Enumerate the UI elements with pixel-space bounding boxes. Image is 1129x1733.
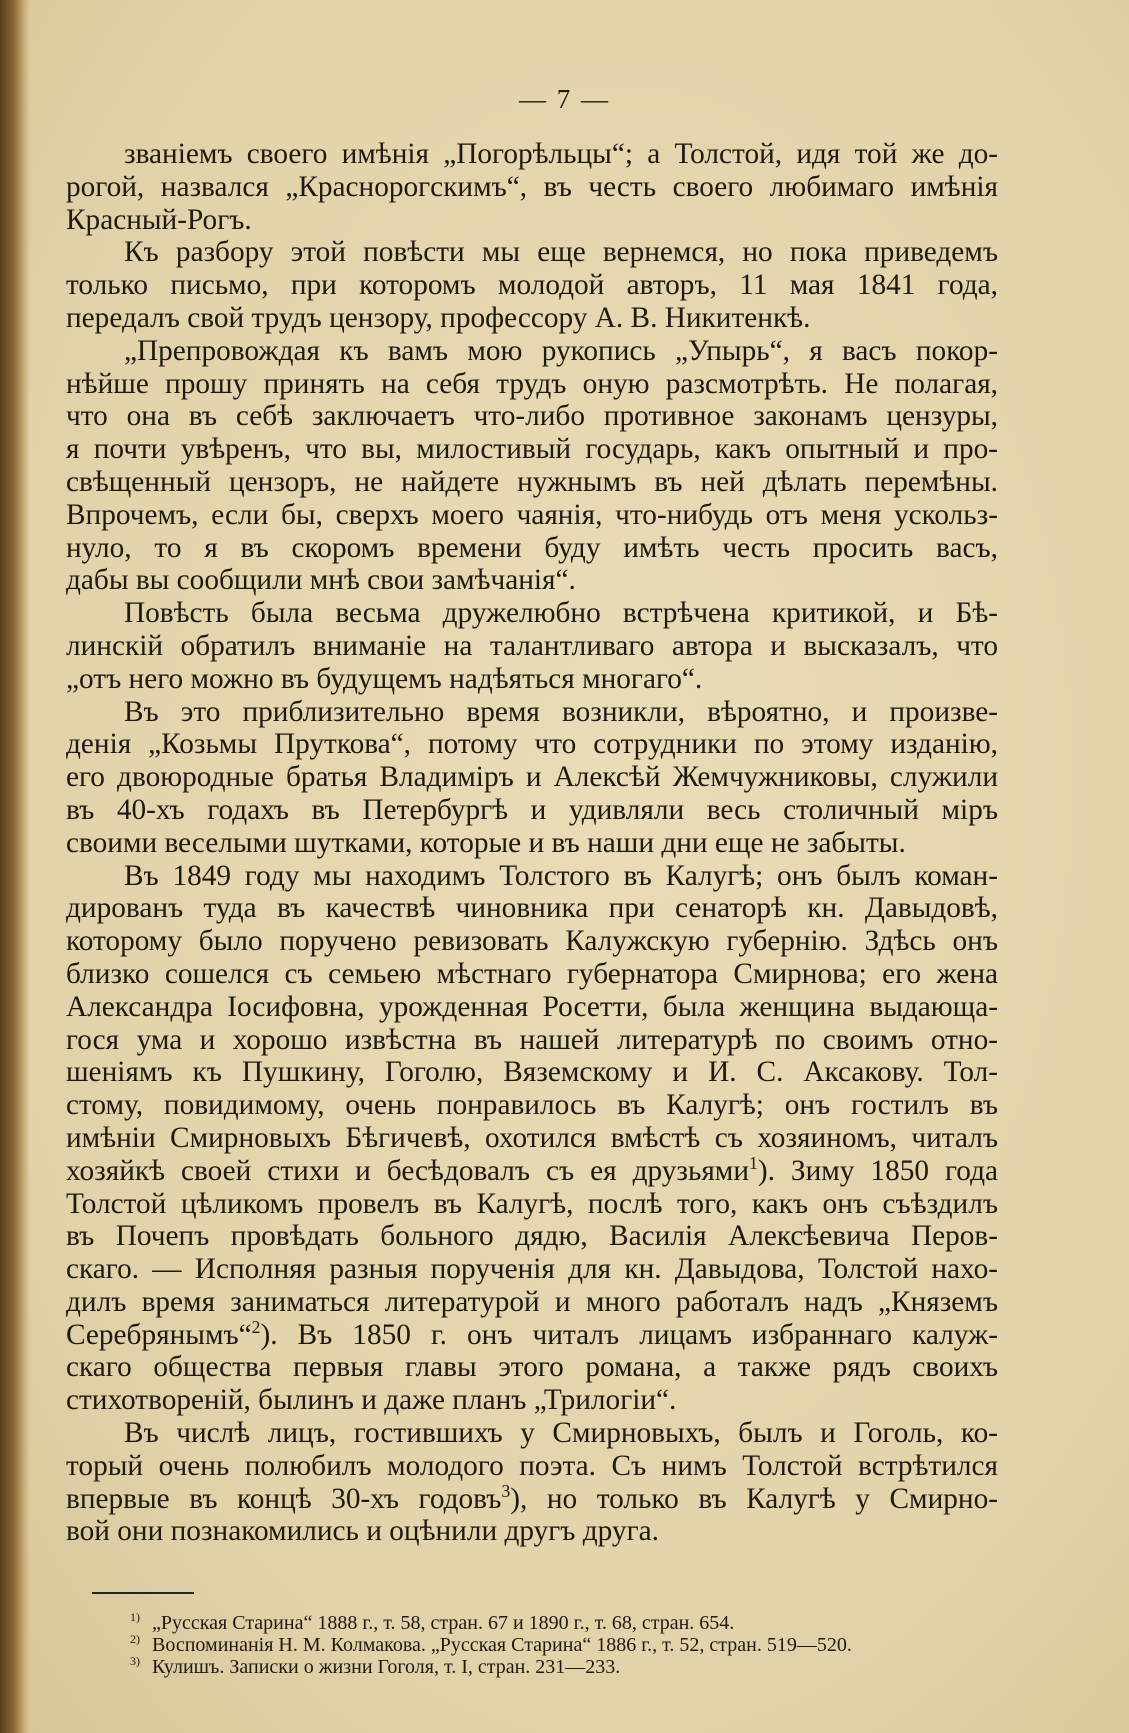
text-line: хозяйкѣ своей стихи и бесѣдовалъ съ ея друзьями$^1$). Зиму 1850 года: [66, 1152, 998, 1187]
text-line: я почти увѣренъ, что вы, милостивый государь, какъ опытный и про-: [66, 433, 998, 466]
text-line: Впрочемъ, если бы, сверхъ моего чаянія, что-нибудь отъ меня ускольз-: [66, 498, 998, 531]
body-text: [66, 138, 998, 1548]
footnote: $^{1)}$ „Русская Старина“ 1888 г., т. 58, стран. 67 и 1890 г., т. 68, стран. 654.: [130, 1610, 735, 1634]
paragraph: [66, 335, 998, 597]
paragraph: [66, 1417, 998, 1548]
footnote-divider: [92, 1592, 194, 1594]
text-line: Серебрянымъ“$^2$). Въ 1850 г. онъ читалъ лицамъ избраннаго калуж-: [66, 1316, 998, 1351]
text-line: Красный-Рогъ.: [66, 203, 252, 236]
text-line: что она въ себѣ заключаетъ что-либо противное законамъ цензуры,: [66, 400, 998, 433]
text-line: рогой, назвался „Краснорогскимъ“, въ честь своего любимаго имѣнія: [66, 170, 998, 203]
paragraph: [66, 138, 998, 236]
footnotes: [130, 1612, 1010, 1678]
text-line: торый очень полюбилъ молодого поэта. Съ нимъ Толстой встрѣтился: [66, 1449, 998, 1482]
text-line: своими веселыми шутками, которые и въ наши дни еще не забыты.: [66, 826, 906, 859]
text-line: Александра Іосифовна, урожденная Росетти, была женщина выдающа-: [66, 990, 998, 1023]
text-line: Къ разбору этой повѣсти мы еще вернемся, но пока приведемъ: [124, 236, 998, 269]
paragraph: [66, 696, 998, 860]
text-line: впервые въ концѣ 30-хъ годовъ$^3$), но только въ Калугѣ у Смирно-: [66, 1480, 998, 1515]
footnote-reference: 2: [251, 1316, 261, 1337]
page-number: — 7 —: [519, 84, 610, 114]
text-line: дабы вы сообщили мнѣ свои замѣчанія“.: [66, 564, 576, 597]
text-line: званіемъ своего имѣнія „Погорѣльцы“; а Толстой, идя той же до-: [124, 138, 998, 170]
text-line: Въ это приблизительно время возникли, вѣроятно, и произве-: [124, 695, 998, 728]
text-line: Толстой цѣликомъ провелъ въ Калугѣ, послѣ того, какъ онъ съѣздилъ: [66, 1187, 998, 1220]
footnote-reference: 3: [501, 1480, 511, 1501]
paragraph: [66, 860, 998, 1418]
text-line: нѣйше прошу принять на себя трудъ оную разсмотрѣть. Не полагая,: [66, 367, 998, 400]
text-line: въ 40-хъ годахъ въ Петербургѣ и удивляли весь столичный міръ: [66, 793, 998, 826]
text-line: дированъ туда въ качествѣ чиновника при сенаторѣ кн. Давыдовѣ,: [66, 892, 998, 925]
text-line: которому было поручено ревизовать Калужскую губернію. Здѣсь онъ: [66, 925, 998, 958]
text-line: скаго общества первыя главы этого романа, а также рядъ своихъ: [66, 1351, 998, 1384]
footnote-text: Воспоминанія Н. М. Колмакова. „Русская Старина“ 1886 г., т. 52, стран. 519—520.: [152, 1634, 852, 1656]
text-line: гося ума и хорошо извѣстна въ нашей литературѣ по своимъ отно-: [66, 1023, 998, 1056]
text-line: передалъ свой трудъ цензору, профессору А. В. Никитенкѣ.: [66, 301, 811, 334]
footnote-text: „Русская Старина“ 1888 г., т. 58, стран. 67 и 1890 г., т. 68, стран. 654.: [152, 1612, 735, 1634]
text-line: вой они познакомились и оцѣнили другъ друга.: [66, 1515, 659, 1548]
text-line: Повѣсть была весьма дружелюбно встрѣчена критикой, и Бѣ-: [124, 597, 998, 630]
text-line: свѣщенный цензоръ, не найдете нужнымъ въ ней дѣлать перемѣны.: [66, 465, 998, 498]
text-line: Въ 1849 году мы находимъ Толстого въ Калугѣ; онъ былъ коман-: [124, 859, 998, 892]
text-line: стихотвореній, былинъ и даже планъ „Трилогіи“.: [66, 1384, 677, 1417]
text-line: стому, повидимому, очень понравилось въ Калугѣ; онъ гостилъ въ: [66, 1089, 998, 1122]
footnote: $^{2)}$ Воспоминанія Н. М. Колмакова. „Русская Старина“ 1886 г., т. 52, стран. 519—520.: [130, 1632, 852, 1656]
text-line: денія „Козьмы Пруткова“, потому что сотрудники по этому изданію,: [66, 728, 998, 761]
text-line: нуло, то я въ скоромъ времени буду имѣть честь просить васъ,: [66, 531, 998, 564]
text-line: имѣніи Смирновыхъ Бѣгичевѣ, охотился вмѣстѣ съ хозяиномъ, читалъ: [66, 1121, 998, 1154]
text-line: „Препровождая къ вамъ мою рукопись „Упырь“, я васъ покор-: [124, 334, 998, 367]
paragraph: [66, 597, 998, 695]
text-line: близко сошелся съ семьею мѣстнаго губернатора Смирнова; его жена: [66, 957, 998, 990]
paragraph: [66, 236, 998, 334]
text-line: Въ числѣ лицъ, гостившихъ у Смирновыхъ, былъ и Гоголь, ко-: [124, 1417, 998, 1450]
text-line: въ Почепъ провѣдать больного дядю, Василія Алексѣевича Перов-: [66, 1220, 998, 1253]
text-line: только письмо, при которомъ молодой авторъ, 11 мая 1841 года,: [66, 269, 998, 302]
text-line: скаго. — Исполняя разныя порученія для кн. Давыдова, Толстой нахо-: [66, 1253, 998, 1286]
text-line: шеніямъ къ Пушкину, Гоголю, Вяземскому и И. С. Аксакову. Тол-: [66, 1056, 998, 1089]
text-line: линскій обратилъ вниманіе на талантливаго автора и высказалъ, что: [66, 629, 998, 662]
footnote: $^{3)}$ Кулишъ. Записки о жизни Гоголя, т. I, стран. 231—233.: [130, 1654, 621, 1678]
text-line: его двоюродные братья Владиміръ и Алексѣй Жемчужниковы, служили: [66, 761, 998, 794]
text-line: „отъ него можно въ будущемъ надѣяться многаго“.: [66, 662, 703, 695]
footnote-reference: 1: [749, 1152, 758, 1173]
footnote-text: Кулишъ. Записки о жизни Гоголя, т. I, стран. 231—233.: [152, 1656, 621, 1678]
text-line: дилъ время заниматься литературой и много работалъ надъ „Княземъ: [66, 1285, 998, 1318]
page-spine-edge: [0, 0, 30, 1733]
